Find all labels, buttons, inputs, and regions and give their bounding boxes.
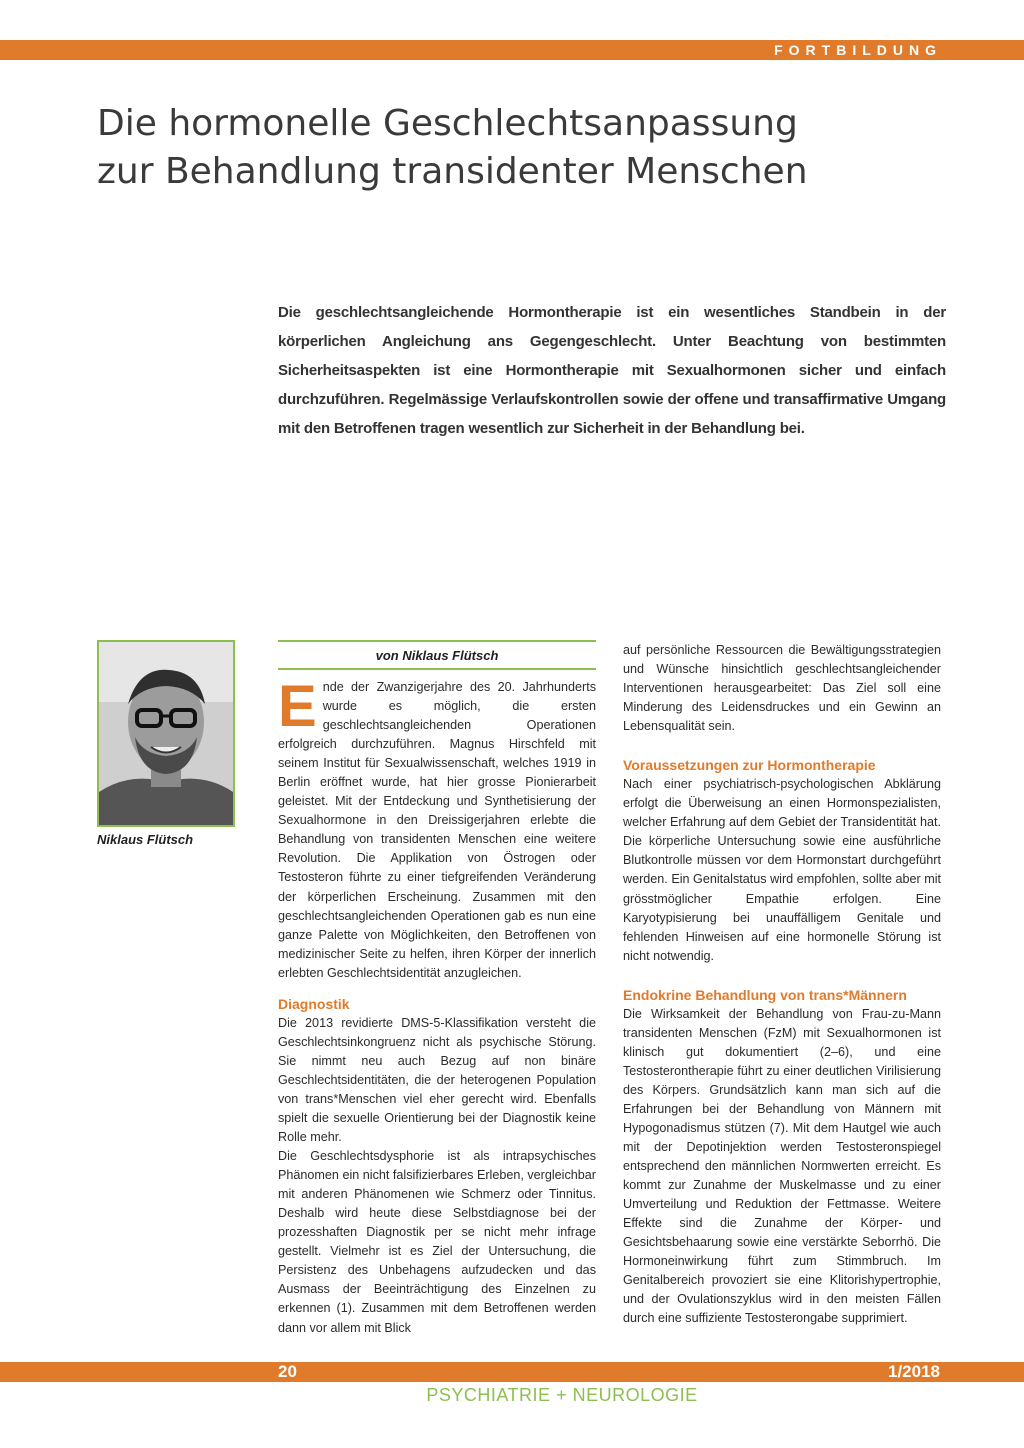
subhead-voraussetzungen: Voraussetzungen zur Hormontherapie xyxy=(623,757,876,774)
drop-cap: E xyxy=(278,674,317,739)
intro-paragraph xyxy=(278,674,596,983)
photo-caption: Niklaus Flütsch xyxy=(97,832,194,847)
title-line-2: zur Behandlung transidenter Menschen xyxy=(97,151,808,192)
subhead-endokrine: Endokrine Behandlung von trans*Männern xyxy=(623,986,907,1003)
continued-paragraph: auf persönliche Ressourcen die Bewältigungsstrategien und Wünsche hinsichtlich geschlechtsangleichender Interventionen herausgearbeitet: Das Ziel soll eine Minderung des Leidensdruckes und ein Gewinn an Lebensqualität sein. xyxy=(623,643,941,734)
diagnostik-paragraph-1: Die 2013 revidierte DMS-5-Klassifikation versteht die Geschlechtsinkongruenz nicht als psychische Störung. Sie nimmt neu auch Bezug auf non binäre Geschlechtsidentitäten, die der heterogenen Population von trans*Menschen viel eher gerecht wird. Ebenfalls spielt die sexuelle Orientierung bei der Diagnostik keine Rolle mehr. xyxy=(278,1015,596,1145)
column-1 xyxy=(278,640,596,1338)
section-label: FORTBILDUNG xyxy=(774,42,942,58)
lead-paragraph: Die geschlechtsangleichende Hormontherapie ist ein wesentliches Standbein in der körperlichen Angleichung ans Gegengeschlecht. Unter Beachtung von bestimmten Sicherheitsaspekten ist eine Hormontherapie mit Sexualhormonen sicher und einfach durchzuführen. Regelmässige Verlaufskontrollen sowie der offene und transaffirmative Umgang mit den Betroffenen tragen wesentlich zur Sicherheit in der Behandlung bei. xyxy=(278,304,946,437)
voraussetzungen-paragraph: Nach einer psychiatrisch-psychologischen Abklärung erfolgt die Überweisung an einen Hormonspezialisten, welcher Erfahrung auf dem Gebiet der Transidentität hat. Die körperliche Untersuchung sowie eine ausführliche Blutkontrolle müssen vor dem Hormonstart durchgeführt werden. Ein Genitalstatus wird empfohlen, sollte aber mit grösstmöglicher Empathie erfolgen. Eine Karyotypisierung bei unauffälligem Genitale und fehlenden Hinweisen auf eine hormonelle Störung ist nicht notwendig. xyxy=(623,777,941,963)
endokrine-paragraph: Die Wirksamkeit der Behandlung von Frau-zu-Mann transidenten Menschen (FzM) mit Sexualhormonen ist klinisch gut dokumentiert (2–6), und eine Testosterontherapie führt zu einer deutlichen Virilisierung des Körpers. Grundsätzlich kann man sich auf die Erfahrungen bei der Behandlung von Männern mit Hypogonadismus stützen (7). Mit dem Hautgel wie auch mit der Depotinjektion werden Testosteronspiegel entsprechend den männlichen Normwerten erreicht. Es kommt zur Zunahme der Muskelmasse und zu einer Umverteilung und Reduktion der Fettmasse. Weitere Effekte sind die Zunahme der Körper- und Gesichtsbehaarung sowie eine verstärkte Seborrhö. Die Hormoneinwirkung führt zum Stimmbruch. Im Genitalbereich provoziert sie eine Klitorishypertrophie, und der Ovulationszyklus wird in den meisten Fällen durch eine suffiziente Testosterongabe supprimiert. xyxy=(623,1006,941,1326)
page-number: 20 xyxy=(278,1362,297,1381)
diagnostik-paragraph-2: Die Geschlechtsdysphorie ist als intrapsychisches Phänomen ein nicht falsifizierbares Erleben, vergleichbar mit anderen Phänomenen wie Schmerz oder Tinnitus. Deshalb wird heute diese Selbstdiagnose bei der prozesshaften Diagnostik per se nicht mehr infrage gestellt. Vielmehr ist es Ziel der Untersuchung, die Persistenz des Unbehagens aufzudecken und das Ausmass der Beeinträchtigung des Einzelnen zu erkennen (1). Zusammen mit dem Betroffenen werden dann vor allem mit Blick xyxy=(278,1149,596,1335)
footer-bar xyxy=(0,1362,1024,1382)
subhead-diagnostik: Diagnostik xyxy=(278,995,350,1012)
article-title xyxy=(97,100,897,196)
issue-number: 1/2018 xyxy=(888,1362,940,1381)
intro-text: nde der Zwanzigerjahre des 20. Jahrhunderts wurde es möglich, die ersten geschlechtsangleichenden Operationen erfolgreich durchzuführen. Magnus Hirschfeld mit seinem Institut für Sexualwissenschaft, welches 1919 in Berlin eröffnet wurde, hat hier grosse Pionierarbeit geleistet. Mit der Entdeckung und Synthetisierung der Sexualhormone in den Dreissigerjahren erlebte die Behandlung von transidenten Menschen eine weitere Revolution. Die Applikation von Östrogen oder Testosteron führte zu einer tiefgreifenden Veränderung der körperlichen Erscheinung. Zusammen mit den geschlechtsangleichenden Operationen gab es nun eine ganze Palette von Möglichkeiten, den Betroffenen von medizinischer Seite zu helfen, ihren Körper der innerlich erlebten Geschlechtsidentität anzugleichen. xyxy=(278,680,596,980)
title-line-1: Die hormonelle Geschlechtsanpassung xyxy=(97,103,798,144)
author-photo xyxy=(97,640,235,827)
column-2 xyxy=(623,641,941,1329)
journal-name: PSYCHIATRIE + NEUROLOGIE xyxy=(426,1385,698,1405)
byline: von Niklaus Flütsch xyxy=(278,640,596,670)
